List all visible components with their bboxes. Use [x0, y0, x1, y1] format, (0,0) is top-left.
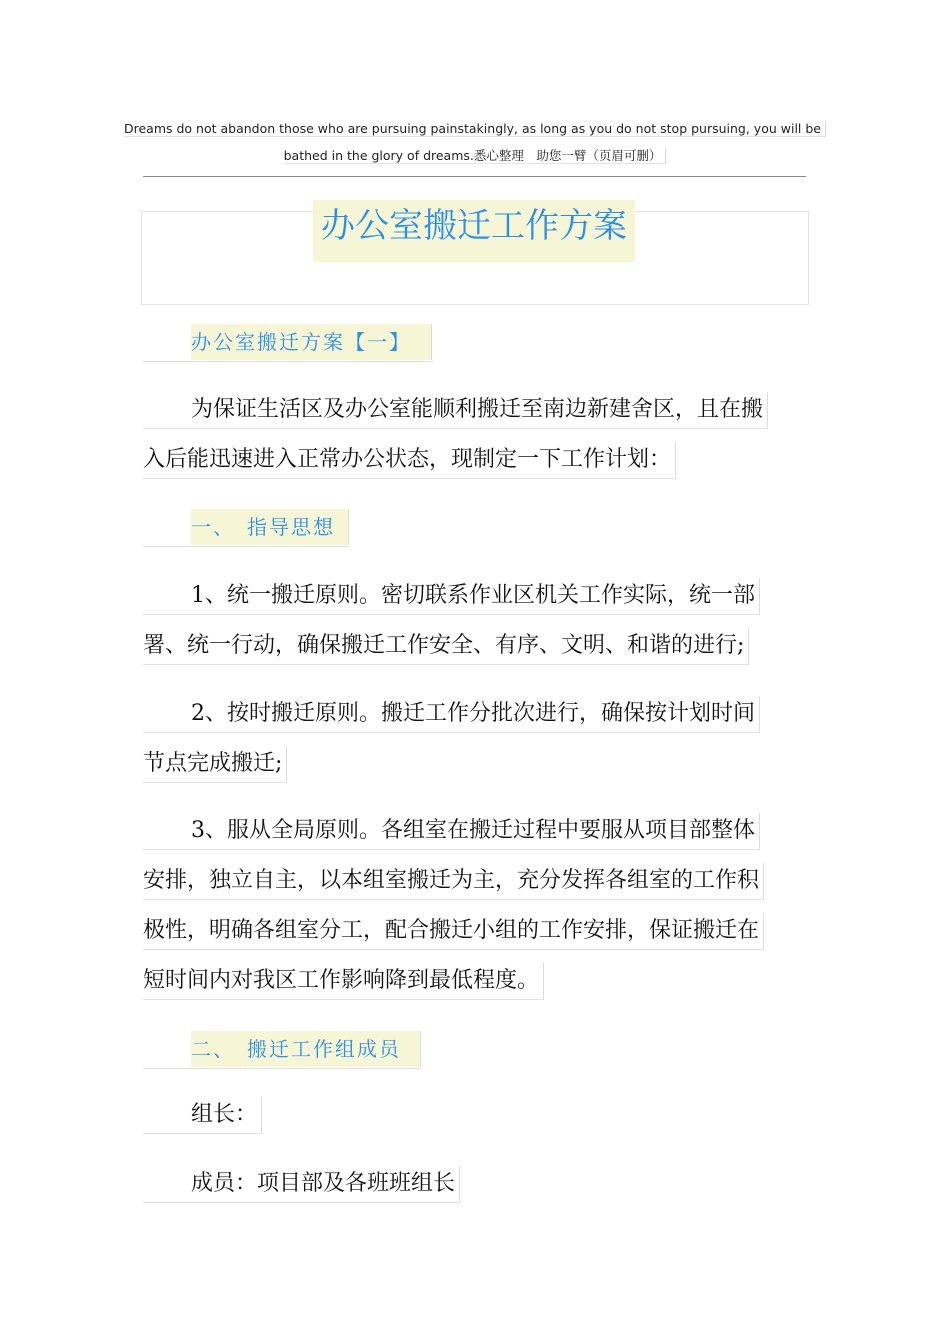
item-2-paragraph — [143, 689, 807, 789]
intro-line-2: 入后能迅速进入正常办公状态，现制定一下工作计划： — [143, 435, 807, 485]
item-1-paragraph — [143, 571, 807, 671]
section-title: 办公室搬迁方案【一】 — [143, 324, 433, 360]
header-line-1: Dreams do not abandon those who are pursuing painstakingly, as long as you do not stop pursuing, you will be — [0, 121, 950, 136]
team-members-line: 成员：项目部及各班班组长 — [143, 1159, 807, 1209]
team-leader-line: 组长： — [143, 1090, 807, 1140]
header-line-2: bathed in the glory of dreams.悉心整理 助您一臂（页眉可删） — [0, 146, 950, 164]
heading-guiding-principles: 一、 指导思想 — [143, 509, 349, 545]
intro-line-1: 为保证生活区及办公室能顺利搬迁至南边新建舍区，且在搬 — [143, 385, 807, 435]
item-3-line-4: 短时间内对我区工作影响降到最低程度。 — [143, 956, 807, 1006]
item-2-line-2: 节点完成搬迁; — [143, 739, 807, 789]
document-title: 办公室搬迁工作方案 — [313, 200, 635, 262]
item-3-line-1: 3、服从全局原则。各组室在搬迁过程中要服从项目部整体 — [143, 806, 807, 856]
item-3-paragraph — [143, 806, 807, 1006]
item-1-line-2: 署、统一行动，确保搬迁工作安全、有序、文明、和谐的进行; — [143, 621, 807, 671]
header-rule — [143, 176, 806, 177]
intro-paragraph — [143, 385, 807, 485]
item-3-line-2: 安排，独立自主，以本组室搬迁为主，充分发挥各组室的工作积 — [143, 856, 807, 906]
item-3-line-3: 极性，明确各组室分工，配合搬迁小组的工作安排，保证搬迁在 — [143, 906, 807, 956]
heading-team-members: 二、 搬迁工作组成员 — [143, 1031, 421, 1067]
item-1-line-1: 1、统一搬迁原则。密切联系作业区机关工作实际，统一部 — [143, 571, 807, 621]
item-2-line-1: 2、按时搬迁原则。搬迁工作分批次进行，确保按计划时间 — [143, 689, 807, 739]
